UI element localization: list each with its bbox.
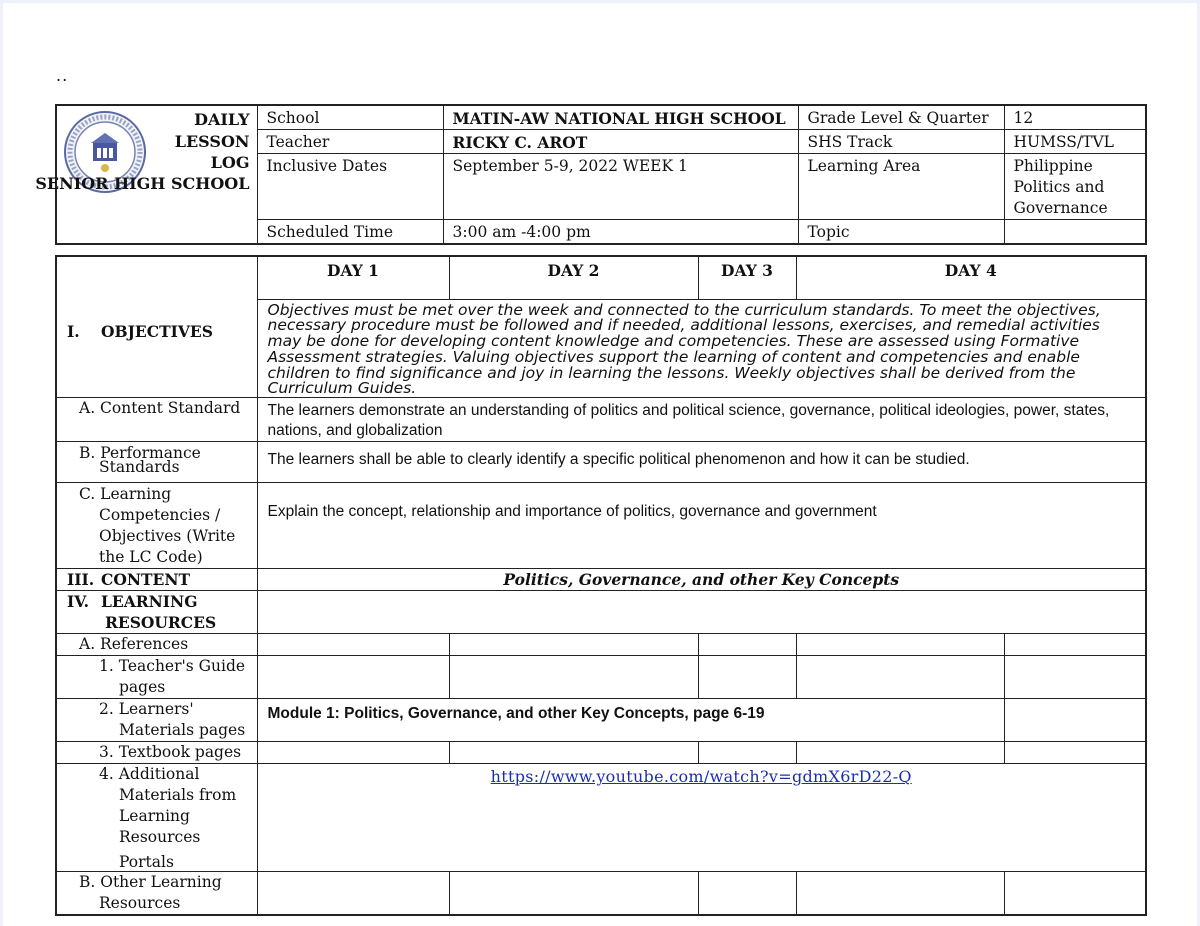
- day-2-header: DAY 2: [449, 256, 698, 299]
- page-mark: ..: [56, 66, 69, 85]
- school-label: School: [257, 105, 443, 130]
- performance-standards-label: [56, 442, 257, 483]
- grade-level-label: Grade Level & Quarter: [798, 105, 1004, 130]
- textbook-day4: [796, 742, 1004, 764]
- references-label: A. References: [56, 634, 257, 656]
- learning-resources-label-line2: RESOURCES: [105, 613, 217, 633]
- other-resources-label-line2: Resources: [99, 894, 181, 913]
- header-logo-cell: [35, 105, 257, 244]
- school-value: MATIN-AW NATIONAL HIGH SCHOOL: [443, 105, 798, 130]
- teachers-guide-label-line2: pages: [119, 678, 166, 697]
- day-1-header: DAY 1: [257, 256, 449, 299]
- learning-resources-roman: IV.: [67, 592, 89, 612]
- shs-track-value: HUMSS/TVL: [1004, 130, 1146, 154]
- content-heading: [56, 569, 257, 591]
- content-label: CONTENT: [101, 570, 191, 590]
- textbook-day1: [257, 742, 449, 764]
- references-extra: [1004, 634, 1146, 656]
- additional-materials-label-line3: Learning: [119, 807, 190, 826]
- other-resources-day4: [796, 872, 1004, 916]
- performance-standards-text: The learners shall be able to clearly identify a specific political phenomenon and how it can be studied.: [257, 442, 1146, 483]
- additional-materials-label-line2: Materials from: [119, 786, 237, 805]
- learning-area-value: Philippine Politics and Governance: [1004, 154, 1146, 220]
- textbook-extra: [1004, 742, 1146, 764]
- textbook-day2: [449, 742, 698, 764]
- references-day3: [698, 634, 796, 656]
- learning-area-label: Learning Area: [798, 154, 1004, 220]
- other-resources-label: [56, 872, 257, 916]
- other-resources-day3: [698, 872, 796, 916]
- content-roman: III.: [67, 570, 95, 590]
- learners-materials-extra: [1004, 699, 1146, 742]
- references-day2: [449, 634, 698, 656]
- other-resources-extra: [1004, 872, 1146, 916]
- teachers-guide-label-line1: 1. Teacher's Guide: [99, 657, 246, 676]
- day-4-header: DAY 4: [796, 256, 1146, 299]
- references-day4: [796, 634, 1004, 656]
- learners-materials-label-line1: 2. Learners': [99, 700, 194, 719]
- inclusive-dates-label: Inclusive Dates: [257, 154, 443, 220]
- learning-competencies-label-line2: Competencies /: [99, 506, 221, 525]
- topic-value: [1004, 220, 1146, 245]
- teachers-guide-label: [56, 656, 257, 699]
- learning-resources-content: [257, 591, 1146, 634]
- objectives-heading-cell: [56, 256, 257, 398]
- shs-track-label: SHS Track: [798, 130, 1004, 154]
- learners-materials-label-line2: Materials pages: [119, 721, 246, 740]
- learning-competencies-text: Explain the concept, relationship and importance of politics, governance and government: [257, 483, 1146, 569]
- textbook-pages-label: 3. Textbook pages: [56, 742, 257, 764]
- page-top-edge: [0, 0, 1200, 3]
- learning-competencies-label-line4: the LC Code): [99, 548, 203, 567]
- teachers-guide-extra: [1004, 656, 1146, 699]
- topic-label: Topic: [798, 220, 1004, 245]
- scheduled-time-value: 3:00 am -4:00 pm: [443, 220, 798, 245]
- learning-competencies-label-line3: Objectives (Write: [99, 527, 236, 546]
- textbook-day3: [698, 742, 796, 764]
- learning-competencies-label: [56, 483, 257, 569]
- content-standard-label: A. Content Standard: [56, 398, 257, 442]
- grade-level-value: 12: [1004, 105, 1146, 130]
- performance-standards-label-line2: Standards: [99, 458, 180, 477]
- additional-materials-cell: [257, 764, 1146, 872]
- title-line-log: LOG: [210, 153, 250, 172]
- learners-materials-text: Module 1: Politics, Governance, and other Key Concepts, page 6-19: [257, 699, 1004, 742]
- learners-materials-label: [56, 699, 257, 742]
- teachers-guide-day2: [449, 656, 698, 699]
- teachers-guide-day1: [257, 656, 449, 699]
- inclusive-dates-value: September 5-9, 2022 WEEK 1: [443, 154, 798, 220]
- learning-resources-heading: [56, 591, 257, 634]
- title-line-daily: DAILY: [194, 110, 250, 129]
- page-left-edge: [0, 0, 3, 926]
- other-resources-day1: [257, 872, 449, 916]
- objectives-label: OBJECTIVES: [101, 322, 213, 342]
- learning-competencies-label-line1: C. Learning: [79, 485, 172, 504]
- other-resources-day2: [449, 872, 698, 916]
- day-3-header: DAY 3: [698, 256, 796, 299]
- title-line-lesson: LESSON: [174, 131, 250, 151]
- teacher-label: Teacher: [257, 130, 443, 154]
- other-resources-label-line1: B. Other Learning: [79, 873, 222, 892]
- dll-title: [35, 109, 250, 193]
- objectives-note: Objectives must be met over the week and connected to the curriculum standards. To meet the objectives, necessary procedure must be followed and if needed, additional lessons, exercises, and remedial activities may be done for developing content knowledge and competencies. These are assessed using Formative Assessment strategies. Valuing objectives support the learning of content and competencies and enable children to find significance and joy in learning the lessons. Weekly objectives shall be derived from the Curriculum Guides.: [257, 299, 1146, 398]
- teacher-value: RICKY C. AROT: [443, 130, 798, 154]
- additional-materials-label-line5: Portals: [119, 853, 174, 872]
- teachers-guide-day3: [698, 656, 796, 699]
- header-table: [35, 104, 1147, 245]
- performance-standards-label-line1: B. Performance: [79, 444, 201, 463]
- objectives-roman: I.: [67, 322, 80, 342]
- additional-materials-label-line4: Resources: [119, 828, 201, 847]
- title-subtitle: SENIOR HIGH SCHOOL: [35, 174, 250, 193]
- content-standard-text: The learners demonstrate an understanding of politics and political science, governance, political ideologies, power, states, nations, and globalization: [257, 398, 1146, 442]
- scheduled-time-label: Scheduled Time: [257, 220, 443, 245]
- content-title: Politics, Governance, and other Key Concepts: [257, 569, 1146, 591]
- references-day1: [257, 634, 449, 656]
- additional-materials-label: [56, 764, 257, 872]
- teachers-guide-day4: [796, 656, 1004, 699]
- learning-resources-label-line1: LEARNING: [101, 592, 198, 612]
- youtube-link[interactable]: https://www.youtube.com/watch?v=gdmX6rD22-Q: [490, 767, 912, 787]
- additional-materials-label-line1: 4. Additional: [99, 765, 200, 784]
- lesson-table: [55, 255, 1147, 916]
